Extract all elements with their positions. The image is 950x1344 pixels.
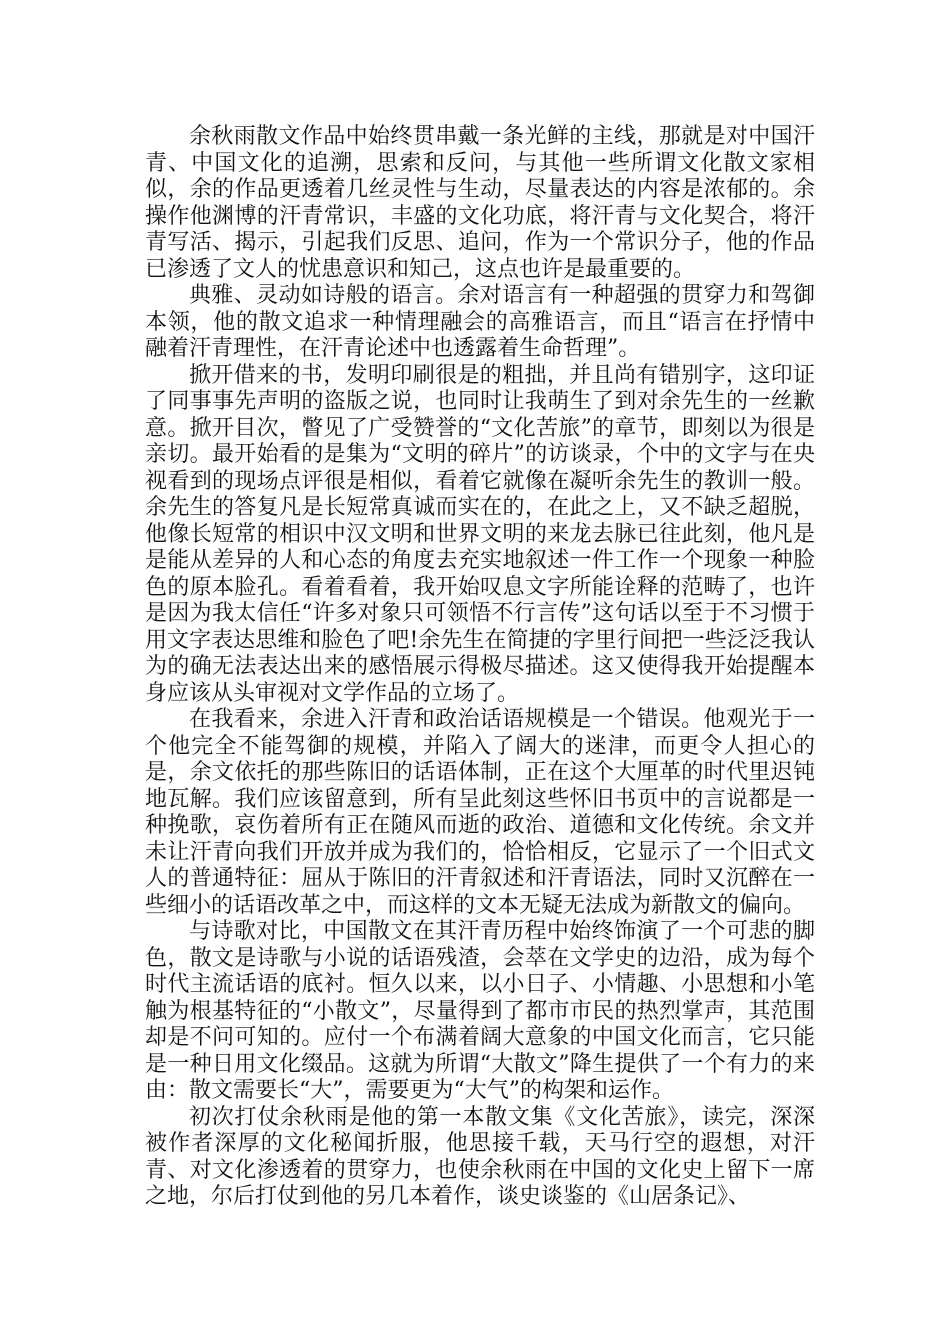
paragraph: 初次打仗余秋雨是他的第一本散文集《文化苦旅》，读完，深深被作者深厚的文化秘闻折服，他思接千载，天马行空的遐想，对汗青、对文化渗透着的贯穿力，也使余秋雨在中国的文化史上留下一席之地，尔后打仗到他的另几本着作，谈史谈鉴的《山居条记》、 <box>145 1104 815 1209</box>
document-body <box>145 124 815 1211</box>
paragraph: 余秋雨散文作品中始终贯串戴一条光鲜的主线，那就是对中国汗青、中国文化的追溯，思索和反问，与其他一些所谓文化散文家相似，余的作品更透着几丝灵性与生动，尽量表达的内容是浓郁的。余操作他渊博的汗青常识，丰盛的文化功底，将汗青与文化契合，将汗青写活、揭示，引起我们反思、追问，作为一个常识分子，他的作品已渗透了文人的忧患意识和知己，这点也许是最重要的。 <box>145 124 815 282</box>
paragraph: 典雅、灵动如诗般的语言。余对语言有一种超强的贯穿力和驾御本领，他的散文追求一种情理融会的高雅语言，而且“语言在抒情中融着汗青理性，在汗青论述中也透露着生命哲理”。 <box>145 283 815 361</box>
paragraph: 在我看来，余进入汗青和政治话语规模是一个错误。他观光于一个他完全不能驾御的规模，并陷入了阔大的迷津，而更令人担心的是，余文依托的那些陈旧的话语体制，正在这个大厘革的时代里迟钝地瓦解。我们应该留意到，所有呈此刻这些怀旧书页中的言说都是一种挽歌，哀伤着所有正在随风而逝的政治、道德和文化传统。余文并未让汗青向我们开放并成为我们的，恰恰相反，它显示了一个旧式文人的普通特征：屈从于陈旧的汗青叙述和汗青语法，同时又沉醉在一些细小的话语改革之中，而这样的文本无疑无法成为新散文的偏向。 <box>145 707 815 918</box>
paragraph: 与诗歌对比，中国散文在其汗青历程中始终饰演了一个可悲的脚色，散文是诗歌与小说的话语残渣，会萃在文学史的边沿，成为每个时代主流话语的底衬。恒久以来，以小日子、小情趣、小思想和小笔触为根基特征的“小散文”，尽量得到了都市市民的热烈掌声，其范围却是不问可知的。应付一个布满着阔大意象的中国文化而言，它只能是一种日用文化缀品。这就为所谓“大散文”降生提供了一个有力的来由：散文需要长“大”，需要更为“大气”的构架和运作。 <box>145 919 815 1103</box>
paragraph: 掀开借来的书，发明印刷很是的粗拙，并且尚有错别字，这印证了同事事先声明的盗版之说，也同时让我萌生了到对余先生的一丝歉意。掀开目次，瞥见了广受赞誉的“文化苦旅”的章节，即刻以为很是亲切。最开始看的是集为“文明的碎片”的访谈录，个中的文字与在央视看到的现场点评很是相似，看着它就像在凝听余先生的教训一般。余先生的答复凡是长短常真诚而实在的，在此之上，又不缺乏超脱，他像长短常的相识中汉文明和世界文明的来龙去脉已往此刻，他凡是是能从差异的人和心态的角度去充实地叙述一件工作一个现象一种脸色的原本脸孔。看着看着，我开始叹息文字所能诠释的范畴了，也许是因为我太信任“许多对象只可领悟不行言传”这句话以至于不习惯于用文字表达思维和脸色了吧!余先生在简捷的字里行间把一些泛泛我认为的确无法表达出来的感悟展示得极尽描述。这又使得我开始提醒本身应该从头审视对文学作品的立场了。 <box>145 362 815 706</box>
